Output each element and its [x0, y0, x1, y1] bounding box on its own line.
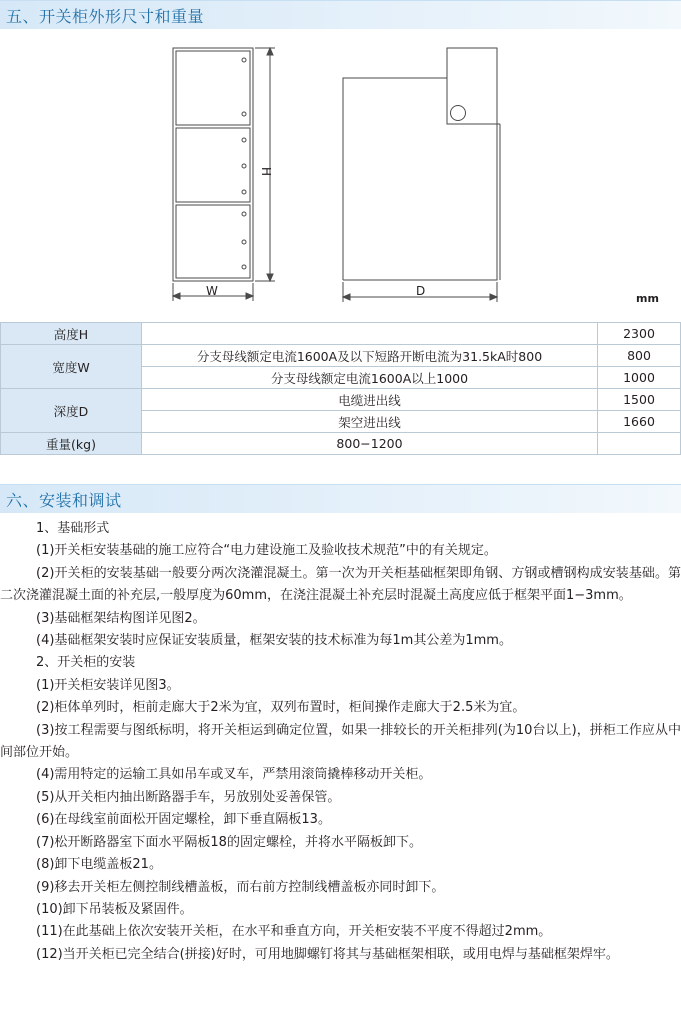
subheading: 2、开关柜的安装 — [36, 655, 136, 671]
paragraph: (9)移去开关柜左侧控制线槽盖板，而右前方控制线槽盖板亦同时卸下。 — [36, 879, 445, 895]
paragraph: (8)卸下电缆盖板21。 — [36, 857, 162, 873]
table-row — [1, 323, 681, 345]
row-value: 2300 — [598, 323, 681, 345]
height-dim-label: H — [259, 167, 273, 177]
section-5-title: 五、开关柜外形尺寸和重量 — [6, 7, 205, 26]
dimension-weight-table — [0, 322, 681, 455]
paragraph: (2)开关柜的安装基础一般要分两次浇灌混凝土。第一次为开关柜基础框架即角钢、方钢或槽钢构成安装基础。第二次浇灌混凝土面的补充层,一般厚度为60mm，在浇注混凝土补充层时混凝土高度应低于框架平面1−3mm。 — [0, 565, 681, 604]
section-6-title: 六、安装和调试 — [6, 491, 122, 510]
table-row — [1, 389, 681, 411]
side-view — [343, 48, 500, 302]
row-label: 深度D — [1, 389, 142, 433]
row-label: 高度H — [1, 323, 142, 345]
paragraph: (4)需用特定的运输工具如吊车或叉车，严禁用滚筒撬棒移动开关柜。 — [36, 767, 432, 783]
paragraph: (3)按工程需要与图纸标明，将开关柜运到确定位置，如果一排较长的开关柜排列(为10台以上)，拼柜工作应从中间部位开始。 — [0, 722, 681, 761]
row-value: 1500 — [598, 389, 681, 411]
paragraph: (10)卸下吊装板及紧固件。 — [36, 901, 193, 917]
depth-dim-label: D — [416, 284, 426, 298]
cabinet-dimension-drawing — [0, 30, 681, 320]
row-desc: 分支母线额定电流1600A及以下短路开断电流为31.5kA时800 — [142, 345, 598, 367]
row-desc — [142, 323, 598, 345]
row-desc: 电缆进出线 — [142, 389, 598, 411]
row-label: 重量(kg) — [1, 433, 142, 455]
subheading: 1、基础形式 — [36, 521, 110, 536]
paragraph: (1)开关柜安装详见图3。 — [36, 677, 180, 693]
row-value: 800 — [598, 345, 681, 367]
paragraph: (12)当开关柜已完全结合(拼接)好时，可用地脚螺钉将其与基础框架相联，或用电焊与基础框架焊牢。 — [36, 946, 619, 962]
row-value: 1660 — [598, 411, 681, 433]
installation-instructions — [0, 518, 681, 966]
row-value — [598, 433, 681, 455]
section-5-header — [0, 0, 681, 29]
paragraph: (2)柜体单列时，柜前走廊大于2米为宜，双列布置时，柜间操作走廊大于2.5米为宜。 — [36, 700, 526, 716]
paragraph: (7)松开断路器室下面水平隔板18的固定螺栓，并将水平隔板卸下。 — [36, 834, 422, 850]
paragraph: (11)在此基础上依次安装开关柜，在水平和垂直方向，开关柜安装不平度不得超过2mm。 — [36, 924, 552, 940]
paragraph: (6)在母线室前面松开固定螺栓，卸下垂直隔板13。 — [36, 812, 331, 828]
row-desc: 架空进出线 — [142, 411, 598, 433]
paragraph: (5)从开关柜内抽出断路器手车，另放别处妥善保管。 — [36, 789, 341, 805]
row-value: 1000 — [598, 367, 681, 389]
paragraph: (3)基础框架结构图详见图2。 — [36, 610, 206, 626]
table-row — [1, 433, 681, 455]
row-label: 宽度W — [1, 345, 142, 389]
unit-label: mm — [636, 292, 659, 305]
row-desc: 分支母线额定电流1600A以上1000 — [142, 367, 598, 389]
table-row — [1, 345, 681, 367]
width-dim-label: W — [206, 284, 218, 298]
section-6-header — [0, 484, 681, 513]
row-desc: 800−1200 — [142, 433, 598, 455]
paragraph: (1)开关柜安装基础的施工应符合“电力建设施工及验收技术规范”中的有关规定。 — [36, 543, 497, 559]
paragraph: (4)基础框架安装时应保证安装质量，框架安装的技术标准为每1m其公差为1mm。 — [36, 633, 512, 649]
